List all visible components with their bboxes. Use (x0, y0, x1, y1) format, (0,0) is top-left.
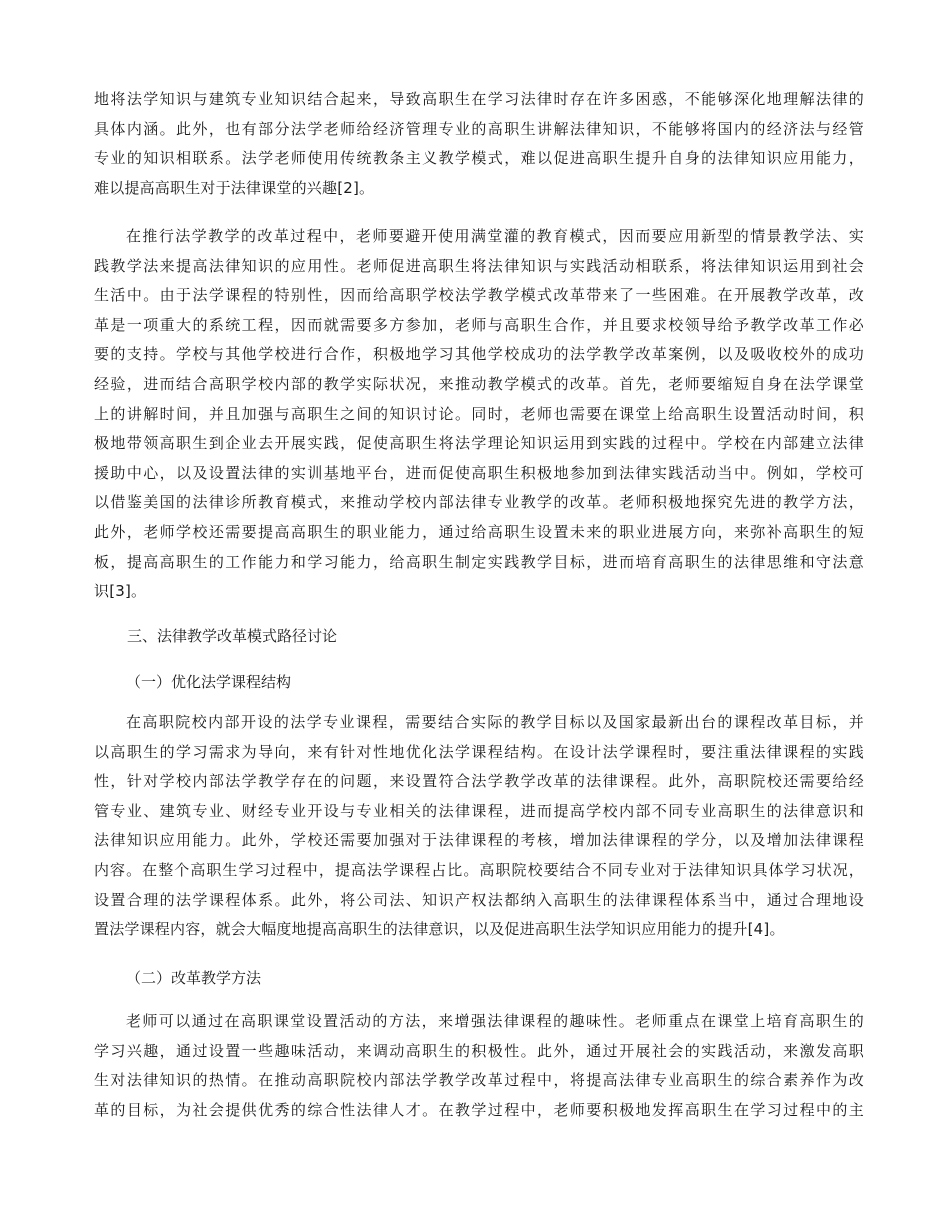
paragraph-line: 经验，进而结合高职学校内部的教学实际状况，来推动教学模式的改革。首先，老师要缩短自身在法学课堂 (94, 374, 864, 393)
paragraph-line: 革是一项重大的系统工程，因而就需要多方参加，老师与高职生合作，并且要求校领导给予教学改革工作必 (94, 315, 864, 334)
paragraph-line: 识[3]。 (94, 582, 147, 601)
paragraph-line: 此外，老师学校还需要提高高职生的职业能力，通过给高职生设置未来的职业进展方向，来弥补高职生的短 (94, 522, 864, 541)
paragraph-line: 管专业、建筑专业、财经专业开设与专业相关的法律课程，进而提高学校内部不同专业高职生的法律意识和 (94, 801, 864, 820)
paragraph-line: 以借鉴美国的法律诊所教育模式，来推动学校内部法律专业教学的改革。老师积极地探究先进的教学方法， (94, 493, 864, 512)
paragraph-line: 老师可以通过在高职课堂设置活动的方法，来增强法律课程的趣味性。老师重点在课堂上培育高职生的 (126, 1012, 864, 1030)
paragraph-line: 地将法学知识与建筑专业知识结合起来，导致高职生在学习法律时存在许多困惑，不能够深化地理解法律的 (94, 90, 864, 108)
paragraph-line: 极地带领高职生到企业去开展实践，促使高职生将法学理论知识运用到实践的过程中。学校在内部建立法律 (94, 434, 864, 453)
paragraph-line: 生活中。由于法学课程的特别性，因而给高职学校法学教学模式改革带来了一些困难。在开展教学改革，改 (94, 286, 864, 305)
paragraph-line: 难以提高高职生对于法律课堂的兴趣[2]。 (94, 178, 375, 197)
paragraph-line: 援助中心，以及设置法律的实训基地平台，进而促使高职生积极地参加到法律实践活动当中。例如，学校可 (94, 463, 864, 482)
paragraph-1 (94, 85, 864, 203)
subsection-heading: （一）优化法学课程结构 (126, 673, 292, 691)
paragraph-4 (94, 1007, 864, 1125)
paragraph-line: 性，针对学校内部法学教学存在的问题，来设置符合法学教学改革的法律课程。此外，高职院校还需要给经 (94, 772, 864, 791)
paragraph-line: 专业的知识相联系。法学老师使用传统教条主义教学模式，难以促进高职生提升自身的法律知识应用能力， (94, 149, 864, 168)
paragraph-line: 革的目标，为社会提供优秀的综合性法律人才。在教学过程中，老师要积极地发挥高职生在学习过程中的主 (94, 1100, 864, 1119)
paragraph-line: 以高职生的学习需求为导向，来有针对性地优化法学课程结构。在设计法学课程时，要注重法律课程的实践 (94, 742, 864, 761)
paragraph-line: 在高职院校内部开设的法学专业课程，需要结合实际的教学目标以及国家最新出台的课程改革目标，并 (126, 713, 864, 731)
paragraph-line: 践教学法来提高法律知识的应用性。老师促进高职生将法律知识与实践活动相联系，将法律知识运用到社会 (94, 256, 864, 275)
paragraph-line: 内容。在整个高职生学习过程中，提高法学课程占比。高职院校要结合不同专业对于法律知识具体学习状况， (94, 860, 864, 879)
paragraph-line: 具体内涵。此外，也有部分法学老师给经济管理专业的高职生讲解法律知识，不能够将国内的经济法与经管 (94, 119, 864, 138)
paragraph-line: 上的讲解时间，并且加强与高职生之间的知识讨论。同时，老师也需要在课堂上给高职生设置活动时间，积 (94, 404, 864, 423)
section-heading: 三、法律教学改革模式路径讨论 (127, 627, 338, 645)
paragraph-line: 置法学课程内容，就会大幅度地提高高职生的法律意识，以及促进高职生法学知识应用能力的提升[4]。 (94, 920, 785, 939)
subsection-heading: （二）改革教学方法 (126, 969, 262, 987)
paragraph-line: 设置合理的法学课程体系。此外，将公司法、知识产权法都纳入高职生的法律课程体系当中，通过合理地设 (94, 890, 864, 909)
paragraph-line: 板，提高高职生的工作能力和学习能力，给高职生制定实践教学目标，进而培育高职生的法律思维和守法意 (94, 552, 864, 571)
paragraph-line: 生对法律知识的热情。在推动高职院校内部法学教学改革过程中，将提高法律专业高职生的综合素养作为改 (94, 1071, 864, 1090)
paragraph-3 (94, 708, 864, 945)
paragraph-line: 法律知识应用能力。此外，学校还需要加强对于法律课程的考核，增加法律课程的学分，以及增加法律课程 (94, 831, 864, 850)
paragraph-line: 学习兴趣，通过设置一些趣味活动，来调动高职生的积极性。此外，通过开展社会的实践活动，来激发高职 (94, 1041, 864, 1060)
paragraph-line: 在推行法学教学的改革过程中，老师要避开使用满堂灌的教育模式，因而要应用新型的情景教学法、实 (126, 227, 864, 245)
paragraph-line: 要的支持。学校与其他学校进行合作，积极地学习其他学校成功的法学教学改革案例，以及吸收校外的成功 (94, 345, 864, 364)
paragraph-2 (94, 222, 864, 607)
